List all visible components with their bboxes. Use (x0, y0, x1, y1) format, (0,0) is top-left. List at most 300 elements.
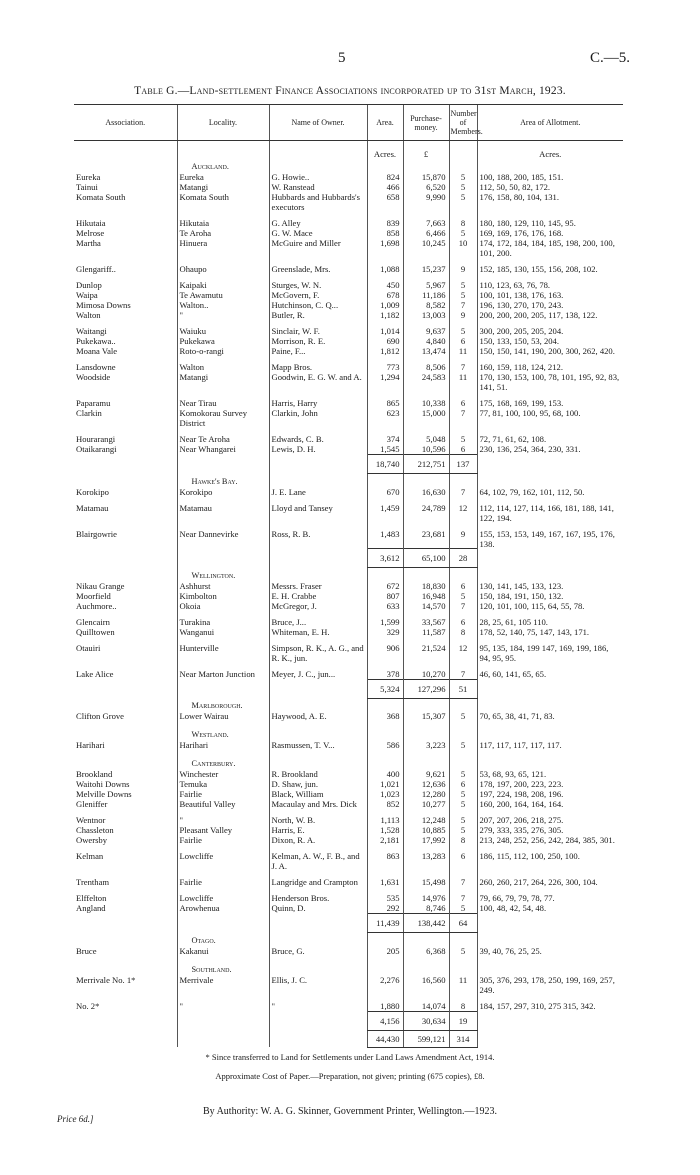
members-cell: 5 (449, 192, 477, 212)
empty-cell (477, 933, 623, 946)
association-cell: Moana Vale (76, 346, 118, 356)
empty-cell (403, 933, 449, 946)
empty-cell (74, 474, 177, 487)
association-cell: Dunlop (76, 280, 102, 290)
association-cell: Komata South (76, 192, 126, 202)
area-cell: 329 (367, 627, 403, 637)
empty-cell (269, 568, 367, 581)
owner-cell: Ellis, J. C. (269, 975, 367, 995)
finance-associations-table (74, 104, 623, 1048)
allotment-cell: 100, 188, 200, 185, 151. (477, 172, 623, 182)
association-cell: Hikutaia (76, 218, 106, 228)
owner-cell: Dixon, R. A. (269, 835, 367, 845)
locality-cell: Pukekawa (177, 336, 269, 346)
association-cell: Woodside (76, 372, 111, 382)
allotment-cell: 260, 260, 217, 264, 226, 300, 104. (477, 877, 623, 887)
subtotal-money: 65,100 (403, 549, 449, 568)
allotment-cell: 79, 66, 79, 79, 78, 77. (477, 893, 623, 903)
allotment-cell: 207, 207, 206, 218, 275. (477, 815, 623, 825)
allotment-cell: 112, 50, 50, 82, 172. (477, 182, 623, 192)
association-cell: Lake Alice (76, 668, 114, 679)
locality-cell: Lowcliffe (177, 851, 269, 871)
association-cell: Kelman (76, 851, 104, 861)
association-cell: Paparamu (76, 398, 111, 408)
allotment-unit: Acres. (477, 141, 623, 160)
table-row (74, 503, 623, 523)
empty-cell (269, 159, 367, 172)
association-cell: Mimosa Downs (76, 300, 131, 310)
table-row (74, 769, 623, 779)
col-area: Area. (367, 105, 403, 141)
area-cell: 672 (367, 581, 403, 591)
owner-cell: Mapp Bros. (269, 362, 367, 372)
money-cell: 10,270 (403, 669, 449, 680)
empty-cell (177, 914, 269, 933)
area-cell: 450 (367, 280, 403, 290)
table-row (74, 893, 623, 903)
table-row (74, 408, 623, 428)
area-cell: 824 (367, 172, 403, 182)
empty-cell (177, 679, 269, 698)
region-heading-row (74, 933, 623, 946)
owner-cell: W. Ranstead (269, 182, 367, 192)
members-cell: 9 (449, 529, 477, 549)
allotment-cell: 197, 224, 198, 208, 196. (477, 789, 623, 799)
locality-cell: Ohaupo (177, 264, 269, 274)
empty-cell (367, 727, 403, 740)
members-cell: 9 (449, 264, 477, 274)
members-cell: 7 (449, 669, 477, 680)
empty-cell (74, 549, 177, 568)
region-heading-row (74, 159, 623, 172)
area-cell: 1,021 (367, 779, 403, 789)
locality-cell: Walton (177, 362, 269, 372)
locality-cell: Hikutaia (177, 218, 269, 228)
money-cell: 16,630 (403, 487, 449, 497)
table-row (74, 903, 623, 914)
owner-cell: Edwards, C. B. (269, 434, 367, 444)
allotment-cell: 200, 200, 200, 205, 117, 138, 122. (477, 310, 623, 320)
empty-cell (477, 698, 623, 711)
allotment-cell: 77, 81, 100, 100, 95, 68, 100. (477, 408, 623, 428)
allotment-cell: 160, 200, 164, 164, 164. (477, 799, 623, 809)
grand-total-area: 44,430 (367, 1030, 403, 1047)
table-row (74, 643, 623, 663)
cost-note: Approximate Cost of Paper.—Preparation, not given; printing (675 copies), £8. (215, 1071, 485, 1081)
allotment-cell: 110, 123, 63, 76, 78. (477, 280, 623, 290)
locality-cell: Komata South (177, 192, 269, 212)
members-cell: 5 (449, 182, 477, 192)
association-cell: Otauiri (76, 642, 101, 653)
allotment-cell: 100, 101, 138, 176, 163. (477, 290, 623, 300)
owner-cell: McGregor, J. (269, 601, 367, 611)
allotment-cell: 160, 159, 118, 124, 212. (477, 362, 623, 372)
owner-cell: Goodwin, E. G. W. and A. (269, 372, 367, 392)
association-cell: Glengariff.. (76, 264, 116, 274)
locality-cell: " (177, 815, 269, 825)
members-cell: 5 (449, 740, 477, 750)
empty-cell (177, 141, 269, 160)
money-cell: 17,992 (403, 835, 449, 845)
area-cell: 1,088 (367, 264, 403, 274)
area-cell: 863 (367, 851, 403, 871)
members-cell: 5 (449, 815, 477, 825)
members-cell: 11 (449, 372, 477, 392)
area-cell: 466 (367, 182, 403, 192)
subtotal-row (74, 549, 623, 568)
locality-cell: Fairlie (177, 835, 269, 845)
locality-cell: Hunterville (177, 643, 269, 663)
owner-cell: North, W. B. (269, 815, 367, 825)
money-cell: 9,637 (403, 326, 449, 336)
allotment-cell: 46, 60, 141, 65, 65. (477, 669, 623, 680)
area-cell: 1,812 (367, 346, 403, 356)
empty-cell (477, 1011, 623, 1030)
table-header-row (74, 105, 623, 141)
area-cell: 400 (367, 769, 403, 779)
money-cell: 11,186 (403, 290, 449, 300)
table-body (74, 141, 623, 1048)
col-locality: Locality. (177, 105, 269, 141)
empty-cell (367, 698, 403, 711)
members-cell: 5 (449, 434, 477, 444)
members-cell: 7 (449, 300, 477, 310)
table-row (74, 601, 623, 611)
locality-cell: Waiuku (177, 326, 269, 336)
area-cell: 633 (367, 601, 403, 611)
locality-cell: Merrivale (177, 975, 269, 995)
locality-cell: Kaipaki (177, 280, 269, 290)
locality-cell: Harihari (177, 740, 269, 750)
association-cell: Otaikarangi (76, 444, 117, 454)
allotment-cell: 100, 48, 42, 54, 48. (477, 903, 623, 914)
owner-cell: Harris, E. (269, 825, 367, 835)
locality-cell: Near Whangarei (177, 444, 269, 455)
empty-cell (74, 141, 177, 160)
owner-cell: Kelman, A. W., F. B., and J. A. (269, 851, 367, 871)
area-cell: 1,545 (367, 444, 403, 455)
empty-cell (269, 1030, 367, 1047)
subtotal-members: 64 (449, 914, 477, 933)
empty-cell (477, 1030, 623, 1047)
region-heading-row (74, 756, 623, 769)
locality-cell: Ashhurst (177, 581, 269, 591)
empty-cell (449, 727, 477, 740)
locality-cell: Komokorau Survey District (177, 408, 269, 428)
table-row (74, 581, 623, 591)
area-cell: 1,009 (367, 300, 403, 310)
table-row (74, 487, 623, 497)
association-cell: Quilltowen (76, 626, 115, 637)
area-cell: 535 (367, 893, 403, 903)
area-cell: 678 (367, 290, 403, 300)
money-cell: 16,948 (403, 591, 449, 601)
table-row (74, 326, 623, 336)
grand-total-members: 314 (449, 1030, 477, 1047)
locality-cell: Korokipo (177, 487, 269, 497)
owner-cell: E. H. Crabbe (269, 591, 367, 601)
association-cell: Martha (76, 238, 101, 248)
area-cell: 773 (367, 362, 403, 372)
allotment-cell: 300, 200, 205, 205, 204. (477, 326, 623, 336)
members-cell: 6 (449, 779, 477, 789)
association-cell: Bruce (76, 945, 97, 956)
empty-cell (74, 679, 177, 698)
association-cell: Moorfield (76, 590, 111, 601)
members-cell: 5 (449, 591, 477, 601)
members-cell: 5 (449, 946, 477, 956)
members-cell: 11 (449, 975, 477, 995)
owner-cell: Hutchinson, C. Q... (269, 300, 367, 310)
association-cell: Melrose (76, 228, 105, 238)
empty-cell (74, 756, 177, 769)
subtotal-members: 28 (449, 549, 477, 568)
empty-cell (269, 727, 367, 740)
owner-cell: Rasmussen, T. V... (269, 740, 367, 750)
col-owner: Name of Owner. (269, 105, 367, 141)
members-cell: 6 (449, 336, 477, 346)
table-row (74, 1001, 623, 1012)
association-cell: Trentham (76, 877, 110, 887)
page-number: 5 (338, 50, 346, 66)
locality-cell: Near Tirau (177, 398, 269, 408)
empty-cell (367, 474, 403, 487)
allotment-cell: 176, 158, 80, 104, 131. (477, 192, 623, 212)
empty-cell (177, 1011, 269, 1030)
money-cell: 14,074 (403, 1001, 449, 1012)
money-cell: 24,583 (403, 372, 449, 392)
members-cell: 5 (449, 711, 477, 721)
empty-cell (74, 568, 177, 581)
money-cell: 16,560 (403, 975, 449, 995)
allotment-cell: 70, 65, 38, 41, 71, 83. (477, 711, 623, 721)
association-cell: Korokipo (76, 486, 109, 497)
owner-cell: Messrs. Fraser (269, 581, 367, 591)
area-cell: 368 (367, 711, 403, 721)
money-unit: £ (403, 141, 449, 160)
empty-cell (269, 141, 367, 160)
members-cell: 8 (449, 1001, 477, 1012)
empty-cell (269, 933, 367, 946)
area-cell: 2,181 (367, 835, 403, 845)
association-cell: Pukekawa.. (76, 336, 116, 346)
money-cell: 9,621 (403, 769, 449, 779)
members-cell: 8 (449, 835, 477, 845)
table-row (74, 280, 623, 290)
owner-cell: Hubbards and Hubbards's executors (269, 192, 367, 212)
table-row (74, 192, 623, 212)
money-cell: 12,248 (403, 815, 449, 825)
allotment-cell: 175, 168, 169, 199, 153. (477, 398, 623, 408)
owner-cell: " (269, 1001, 367, 1012)
association-cell: Owersby (76, 835, 108, 845)
footnote: * Since transferred to Land for Settlements under Land Laws Amendment Act, 1914. (205, 1052, 495, 1062)
owner-cell: Clarkin, John (269, 408, 367, 428)
locality-cell: Winchester (177, 769, 269, 779)
region-heading-row (74, 962, 623, 975)
grand-total-money: 599,121 (403, 1030, 449, 1047)
locality-cell: Matangi (177, 372, 269, 392)
area-unit: Acres. (367, 141, 403, 160)
owner-cell: Haywood, A. E. (269, 711, 367, 721)
table-row (74, 218, 623, 228)
allotment-cell: 120, 101, 100, 115, 64, 55, 78. (477, 601, 623, 611)
empty-cell (74, 159, 177, 172)
empty-cell (177, 1030, 269, 1047)
association-cell: Auchmore.. (76, 600, 117, 611)
association-cell: Merrivale No. 1* (76, 974, 136, 985)
empty-cell (403, 698, 449, 711)
empty-cell (367, 159, 403, 172)
money-cell: 10,885 (403, 825, 449, 835)
table-row (74, 779, 623, 789)
empty-cell (269, 455, 367, 474)
empty-cell (403, 159, 449, 172)
locality-cell: Matangi (177, 182, 269, 192)
allotment-cell: 53, 68, 93, 65, 121. (477, 769, 623, 779)
owner-cell: R. Brookland (269, 769, 367, 779)
region-heading: Auckland. (177, 159, 269, 172)
subtotal-area: 4,156 (367, 1011, 403, 1030)
money-cell: 7,663 (403, 218, 449, 228)
locality-cell: " (177, 1001, 269, 1012)
association-cell: Blairgowrie (76, 528, 117, 539)
owner-cell: Langridge and Crampton (269, 877, 367, 887)
association-cell: Glencairn (76, 616, 110, 627)
printer-authority: By Authority: W. A. G. Skinner, Government Printer, Wellington.—1923. (202, 1106, 498, 1117)
locality-cell: Beautiful Valley (177, 799, 269, 809)
table-row (74, 740, 623, 750)
empty-cell (74, 727, 177, 740)
empty-cell (477, 455, 623, 474)
locality-cell: Pleasant Valley (177, 825, 269, 835)
subtotal-row (74, 914, 623, 933)
owner-cell: Lloyd and Tansey (269, 503, 367, 523)
table-row (74, 228, 623, 238)
members-cell: 6 (449, 617, 477, 627)
money-cell: 8,746 (403, 903, 449, 914)
members-cell: 5 (449, 228, 477, 238)
empty-cell (477, 679, 623, 698)
locality-cell: Kimbolton (177, 591, 269, 601)
owner-cell: Macaulay and Mrs. Dick (269, 799, 367, 809)
region-heading: Wellington. (177, 568, 269, 581)
area-cell: 1,294 (367, 372, 403, 392)
members-cell: 6 (449, 398, 477, 408)
area-cell: 586 (367, 740, 403, 750)
locality-cell: Near Te Aroha (177, 434, 269, 444)
empty-cell (449, 141, 477, 160)
area-cell: 1,113 (367, 815, 403, 825)
members-cell: 10 (449, 238, 477, 258)
allotment-cell: 95, 135, 184, 199 147, 169, 199, 186, 94, 95, 95. (477, 643, 623, 663)
table-row (74, 300, 623, 310)
empty-cell (403, 474, 449, 487)
table-row (74, 877, 623, 887)
empty-cell (269, 679, 367, 698)
empty-cell (449, 933, 477, 946)
table-row (74, 799, 623, 809)
money-cell: 15,870 (403, 172, 449, 182)
money-cell: 6,520 (403, 182, 449, 192)
empty-cell (269, 756, 367, 769)
subtotal-area: 18,740 (367, 455, 403, 474)
region-heading-row (74, 474, 623, 487)
money-cell: 4,840 (403, 336, 449, 346)
table-row (74, 238, 623, 258)
allotment-cell: 178, 197, 200, 223, 223. (477, 779, 623, 789)
empty-cell (477, 549, 623, 568)
members-cell: 5 (449, 789, 477, 799)
allotment-cell: 305, 376, 293, 178, 250, 199, 169, 257, 249. (477, 975, 623, 995)
subtotal-members: 51 (449, 679, 477, 698)
association-cell: Matamau (76, 502, 109, 513)
area-cell: 1,698 (367, 238, 403, 258)
subtotal-row (74, 679, 623, 698)
money-cell: 9,990 (403, 192, 449, 212)
owner-cell: Morrison, R. E. (269, 336, 367, 346)
owner-cell: D. Shaw, jun. (269, 779, 367, 789)
empty-cell (269, 549, 367, 568)
table-row (74, 346, 623, 356)
money-cell: 14,570 (403, 601, 449, 611)
empty-cell (269, 962, 367, 975)
members-cell: 7 (449, 487, 477, 497)
table-row (74, 434, 623, 444)
subtotal-row (74, 1011, 623, 1030)
empty-cell (477, 474, 623, 487)
area-cell: 1,631 (367, 877, 403, 887)
locality-cell: Te Awamutu (177, 290, 269, 300)
price-note: Price 6d.] (57, 1114, 94, 1124)
empty-cell (449, 474, 477, 487)
owner-cell: Sturges, W. N. (269, 280, 367, 290)
table-row (74, 825, 623, 835)
table-row (74, 711, 623, 721)
members-cell: 5 (449, 825, 477, 835)
region-heading: Otago. (177, 933, 269, 946)
allotment-cell: 112, 114, 127, 114, 166, 181, 188, 141, 122, 194. (477, 503, 623, 523)
members-cell: 6 (449, 581, 477, 591)
locality-cell: Arowhenua (177, 903, 269, 914)
empty-cell (74, 962, 177, 975)
area-cell: 690 (367, 336, 403, 346)
money-cell: 18,830 (403, 581, 449, 591)
allotment-cell: 28, 25, 61, 105 110. (477, 617, 623, 627)
table-row (74, 310, 623, 320)
association-cell: Harihari (76, 740, 105, 750)
money-cell: 10,245 (403, 238, 449, 258)
locality-cell: Near Dannevirke (177, 529, 269, 549)
owner-cell: Harris, Harry (269, 398, 367, 408)
area-cell: 1,014 (367, 326, 403, 336)
area-cell: 807 (367, 591, 403, 601)
owner-cell: Lewis, D. H. (269, 444, 367, 455)
association-cell: Melville Downs (76, 789, 132, 799)
empty-cell (74, 914, 177, 933)
money-cell: 10,277 (403, 799, 449, 809)
document-reference: C.—5. (589, 50, 630, 66)
money-cell: 24,789 (403, 503, 449, 523)
table-row (74, 362, 623, 372)
locality-cell: Matamau (177, 503, 269, 523)
table-row (74, 529, 623, 549)
money-cell: 6,466 (403, 228, 449, 238)
allotment-cell: 152, 185, 130, 155, 156, 208, 102. (477, 264, 623, 274)
members-cell: 9 (449, 310, 477, 320)
empty-cell (269, 698, 367, 711)
association-cell: Clarkin (76, 408, 102, 418)
